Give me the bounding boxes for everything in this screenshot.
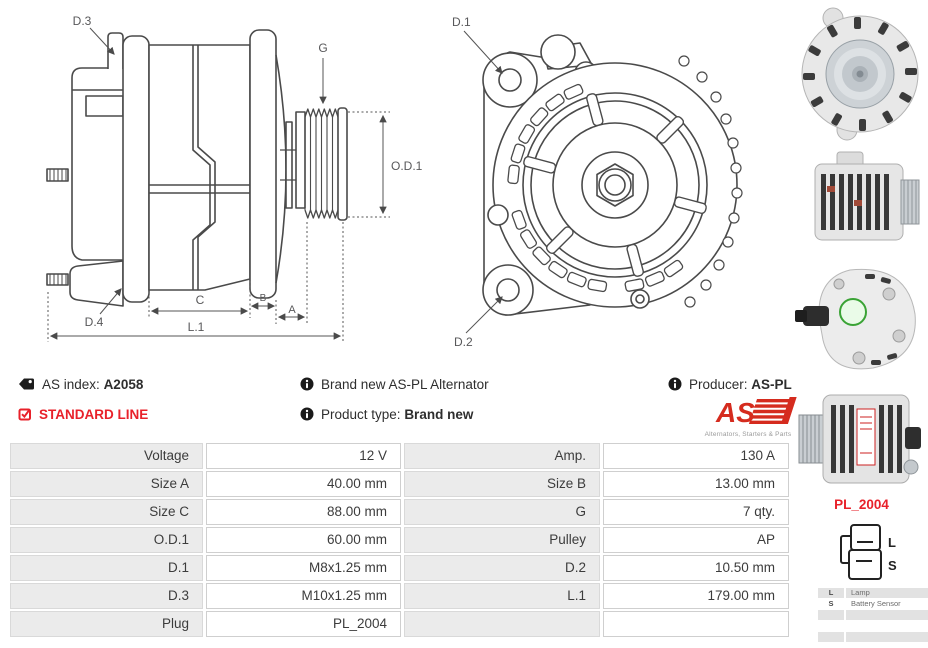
- spec-label: Amp.: [404, 443, 600, 469]
- product-type-label: Product type:: [321, 407, 401, 422]
- info-icon: [300, 377, 314, 395]
- checkbox-checked-icon: [18, 407, 32, 425]
- spec-label: [404, 611, 600, 637]
- spec-value: 12 V: [206, 443, 401, 469]
- spec-label: L.1: [404, 583, 600, 609]
- plug-legend-value: Lamp: [846, 588, 928, 598]
- spec-table: [10, 443, 789, 637]
- dim-label-d3: D.3: [72, 14, 92, 28]
- spec-value: M8x1.25 mm: [206, 555, 401, 581]
- tag-icon: [18, 377, 35, 395]
- dim-label-d1: D.1: [452, 15, 471, 29]
- product-type-row: [300, 407, 473, 423]
- plug-legend-key: L: [818, 588, 844, 598]
- dim-label-c: C: [195, 293, 205, 307]
- spec-value: 7 qty.: [603, 499, 789, 525]
- spec-value: 88.00 mm: [206, 499, 401, 525]
- as-index-label: AS index:: [42, 377, 100, 392]
- info-icon: [668, 377, 682, 395]
- brand-new-text: Brand new AS-PL Alternator: [321, 377, 489, 392]
- spec-label: D.1: [10, 555, 203, 581]
- spec-value: 13.00 mm: [603, 471, 789, 497]
- spec-value: 10.50 mm: [603, 555, 789, 581]
- as-index-row: [18, 377, 143, 393]
- brand-new-row: [300, 377, 489, 393]
- as-logo-subtext: Alternators, Starters & Parts: [704, 431, 792, 438]
- alternator-front-photo[interactable]: [795, 2, 925, 144]
- front-view-technical-drawing: [440, 3, 765, 365]
- plug-pin-l: L: [888, 535, 896, 550]
- as-pl-logo-mark: [698, 396, 798, 426]
- plug-legend: [818, 588, 928, 642]
- spec-label: D.3: [10, 583, 203, 609]
- spec-label: Size C: [10, 499, 203, 525]
- plug-legend-value: [846, 632, 928, 642]
- spec-value: M10x1.25 mm: [206, 583, 401, 609]
- standard-line-row: [18, 407, 148, 423]
- dim-label-d4: D.4: [84, 315, 104, 329]
- plug-legend-key: [818, 610, 844, 620]
- plug-legend-value: [846, 621, 928, 631]
- plug-legend-value: Battery Sensor: [846, 599, 928, 609]
- plug-name: PL_2004: [834, 497, 889, 512]
- plug-legend-key: [818, 632, 844, 642]
- dim-label-b: B: [259, 293, 267, 304]
- as-logo-text: AS: [716, 397, 755, 426]
- spec-label: Pulley: [404, 527, 600, 553]
- alternator-rear-photo[interactable]: [795, 262, 925, 374]
- spec-value: 60.00 mm: [206, 527, 401, 553]
- spec-label: Size B: [404, 471, 600, 497]
- dim-label-a: A: [288, 304, 296, 316]
- dim-label-g: G: [318, 41, 328, 55]
- producer-label: Producer:: [689, 377, 748, 392]
- producer-row: [668, 377, 792, 393]
- spec-value: [603, 611, 789, 637]
- alternator-side-photo-2[interactable]: [793, 383, 926, 495]
- plug-pin-s: S: [888, 558, 897, 573]
- as-index-value: A2058: [103, 377, 144, 392]
- as-pl-logo: [698, 396, 798, 438]
- plug-legend-key: S: [818, 599, 844, 609]
- plug-legend-key: [818, 621, 844, 631]
- product-type-value: Brand new: [404, 407, 474, 422]
- dim-label-l1: L.1: [187, 320, 205, 334]
- spec-label: Voltage: [10, 443, 203, 469]
- alternator-side-photo[interactable]: [797, 148, 925, 254]
- spec-value: AP: [603, 527, 789, 553]
- plug-diagram: [818, 516, 928, 586]
- dim-label-od1: O.D.1: [391, 159, 423, 173]
- spec-label: O.D.1: [10, 527, 203, 553]
- spec-value: 179.00 mm: [603, 583, 789, 609]
- dim-label-d2: D.2: [454, 335, 473, 349]
- spec-value: 40.00 mm: [206, 471, 401, 497]
- info-icon: [300, 407, 314, 425]
- spec-label: Plug: [10, 611, 203, 637]
- spec-value: PL_2004: [206, 611, 401, 637]
- plug-legend-value: [846, 610, 928, 620]
- producer-value: AS-PL: [751, 377, 792, 392]
- side-view-technical-drawing: [0, 0, 440, 370]
- standard-line-badge: STANDARD LINE: [39, 407, 149, 422]
- spec-value: 130 A: [603, 443, 789, 469]
- spec-label: Size A: [10, 471, 203, 497]
- spec-label: D.2: [404, 555, 600, 581]
- spec-label: G: [404, 499, 600, 525]
